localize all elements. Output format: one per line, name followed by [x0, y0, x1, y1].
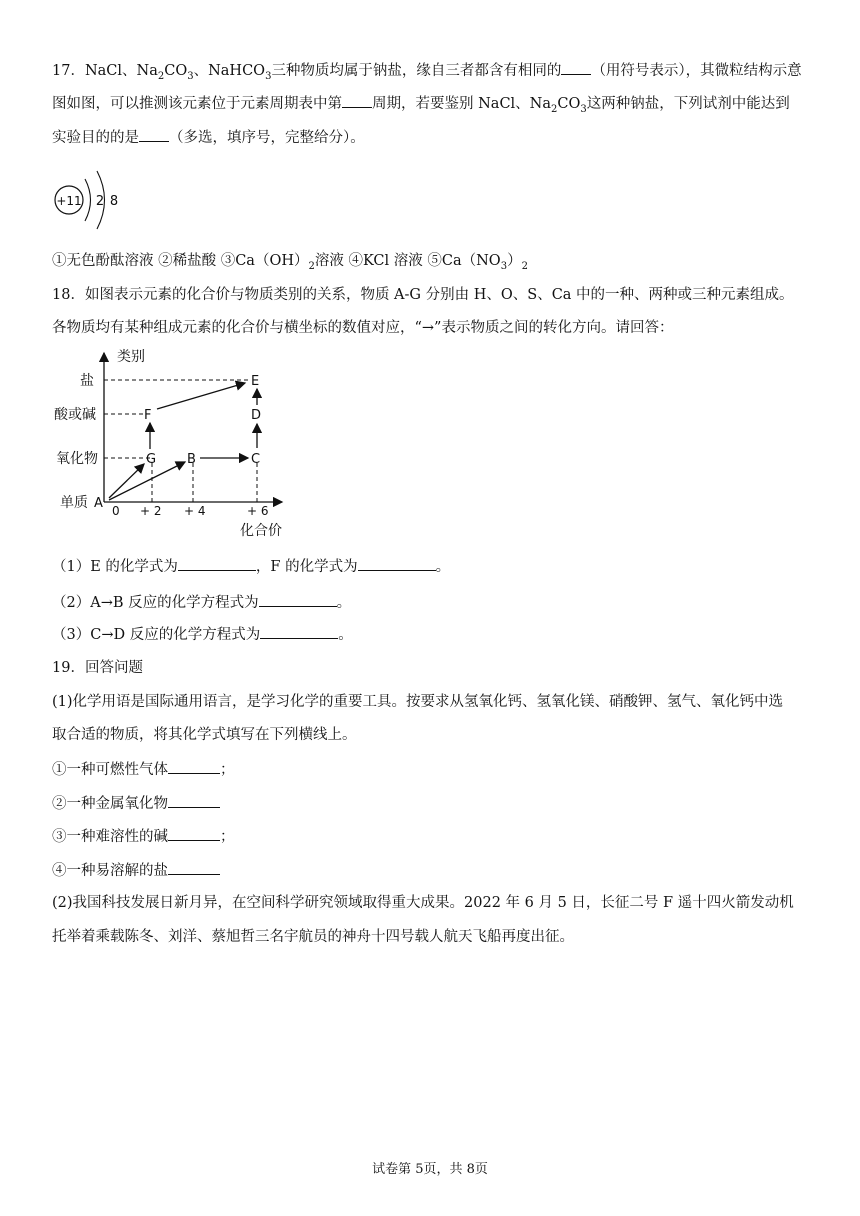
point-f: F: [144, 408, 152, 423]
arrow-f-e: [157, 383, 245, 409]
point-a: A: [94, 496, 103, 511]
q17-line3: 实验目的的是 （多选，填序号，完整给分）。: [52, 127, 365, 148]
answer-blank[interactable]: [168, 759, 220, 774]
y-label-salt: 盐: [80, 373, 94, 389]
point-b: B: [187, 452, 196, 467]
y-label-oxide: 氧化物: [56, 451, 98, 467]
x-label-4: + 4: [184, 504, 206, 518]
valence-category-diagram: [52, 345, 292, 540]
point-g: G: [146, 452, 157, 467]
q18-line1: 18．如图表示元素的化合价与物质类别的关系，物质 A-G 分别由 H、O、S、Ca 中的一种、两种或三种元素组成。: [52, 287, 794, 303]
q19-p2-line2: 托举着乘载陈冬、刘洋、蔡旭哲三名宇航员的神舟十四号载人航天飞船再度出征。: [52, 929, 574, 945]
dashed-guides: [104, 380, 257, 502]
shell-2-electrons: 8: [109, 194, 119, 209]
answer-blank[interactable]: [139, 127, 169, 142]
answer-blank[interactable]: [259, 592, 337, 607]
shell-1-electrons: 2: [95, 194, 105, 209]
q19-p2-line1: (2)我国科技发展日新月异，在空间科学研究领域取得重大成果。2022 年 6 月 5 日，长征二号 F 遥十四火箭发动机: [52, 895, 794, 911]
y-label-acid-base: 酸或碱: [54, 407, 96, 423]
y-axis-title: 类别: [117, 349, 145, 365]
q19-p1-line2: 取合适的物质，将其化学式填写在下列横线上。: [52, 727, 357, 743]
q18-sub3: （3）C→D 反应的化学方程式为 。: [52, 624, 353, 645]
q17-options: ①无色酚酞溶液 ②稀盐酸 $③Ca(OH)_2$溶液 ④KCl 溶液 $⑤Ca(NO_3)_2$: [52, 253, 528, 272]
answer-blank[interactable]: [168, 826, 220, 841]
atom-structure-diagram: [52, 165, 132, 235]
page-footer: 试卷第 5页，共 8页: [372, 1162, 488, 1177]
q17-line1: 17．NaCl、$Na_2CO_3$、NaHCO$_3$三种物质均属于钠盐，缘自三者都含有相同的 （用符号表示），其微粒结构示意: [52, 60, 802, 87]
answer-blank[interactable]: [168, 860, 220, 875]
shell-arc-1: [85, 179, 91, 221]
q18-sub1: （1）E 的化学式为 ，F 的化学式为 。: [52, 556, 450, 577]
answer-blank[interactable]: [168, 793, 220, 808]
point-d: D: [251, 408, 262, 423]
q17-line2: 图如图，可以推测该元素位于元素周期表中第 周期，若要鉴别 NaCl、$Na_2CO_3$这两种钠盐，下列试剂中能达到: [52, 93, 790, 120]
arrow-a-g: [109, 464, 144, 498]
q18-sub2: （2）A→B 反应的化学方程式为 。: [52, 592, 351, 613]
answer-blank[interactable]: [561, 60, 591, 75]
y-label-element: 单质: [60, 495, 88, 511]
point-e: E: [251, 374, 260, 389]
answer-blank[interactable]: [260, 624, 338, 639]
x-axis-title: 化合价: [240, 523, 282, 539]
transformation-arrows: [109, 383, 257, 500]
answer-blank[interactable]: [178, 556, 256, 571]
q19-title: 19．回答问题: [52, 660, 143, 676]
q19-item1: ①一种可燃性气体 ；: [52, 759, 235, 780]
nucleus-charge: +11: [56, 194, 82, 208]
x-label-0: 0: [112, 504, 120, 518]
answer-blank[interactable]: [342, 93, 372, 108]
q19-p1-line1: (1)化学用语是国际通用语言，是学习化学的重要工具。按要求从氢氧化钙、氢氧化镁、硝酸钾、氢气、氧化钙中选: [52, 694, 784, 710]
point-c: C: [251, 452, 261, 467]
q19-item3: ③一种难溶性的碱 ；: [52, 826, 235, 847]
x-label-6: + 6: [247, 504, 269, 518]
arrow-a-b: [109, 462, 185, 500]
q19-item4: ④一种易溶解的盐: [52, 860, 220, 881]
x-label-2: + 2: [140, 504, 162, 518]
q19-item2: ②一种金属氧化物: [52, 793, 220, 814]
q18-line2: 各物质均有某种组成元素的化合价与横坐标的数值对应，“→”表示物质之间的转化方向。请回答：: [52, 320, 674, 336]
answer-blank[interactable]: [358, 556, 436, 571]
